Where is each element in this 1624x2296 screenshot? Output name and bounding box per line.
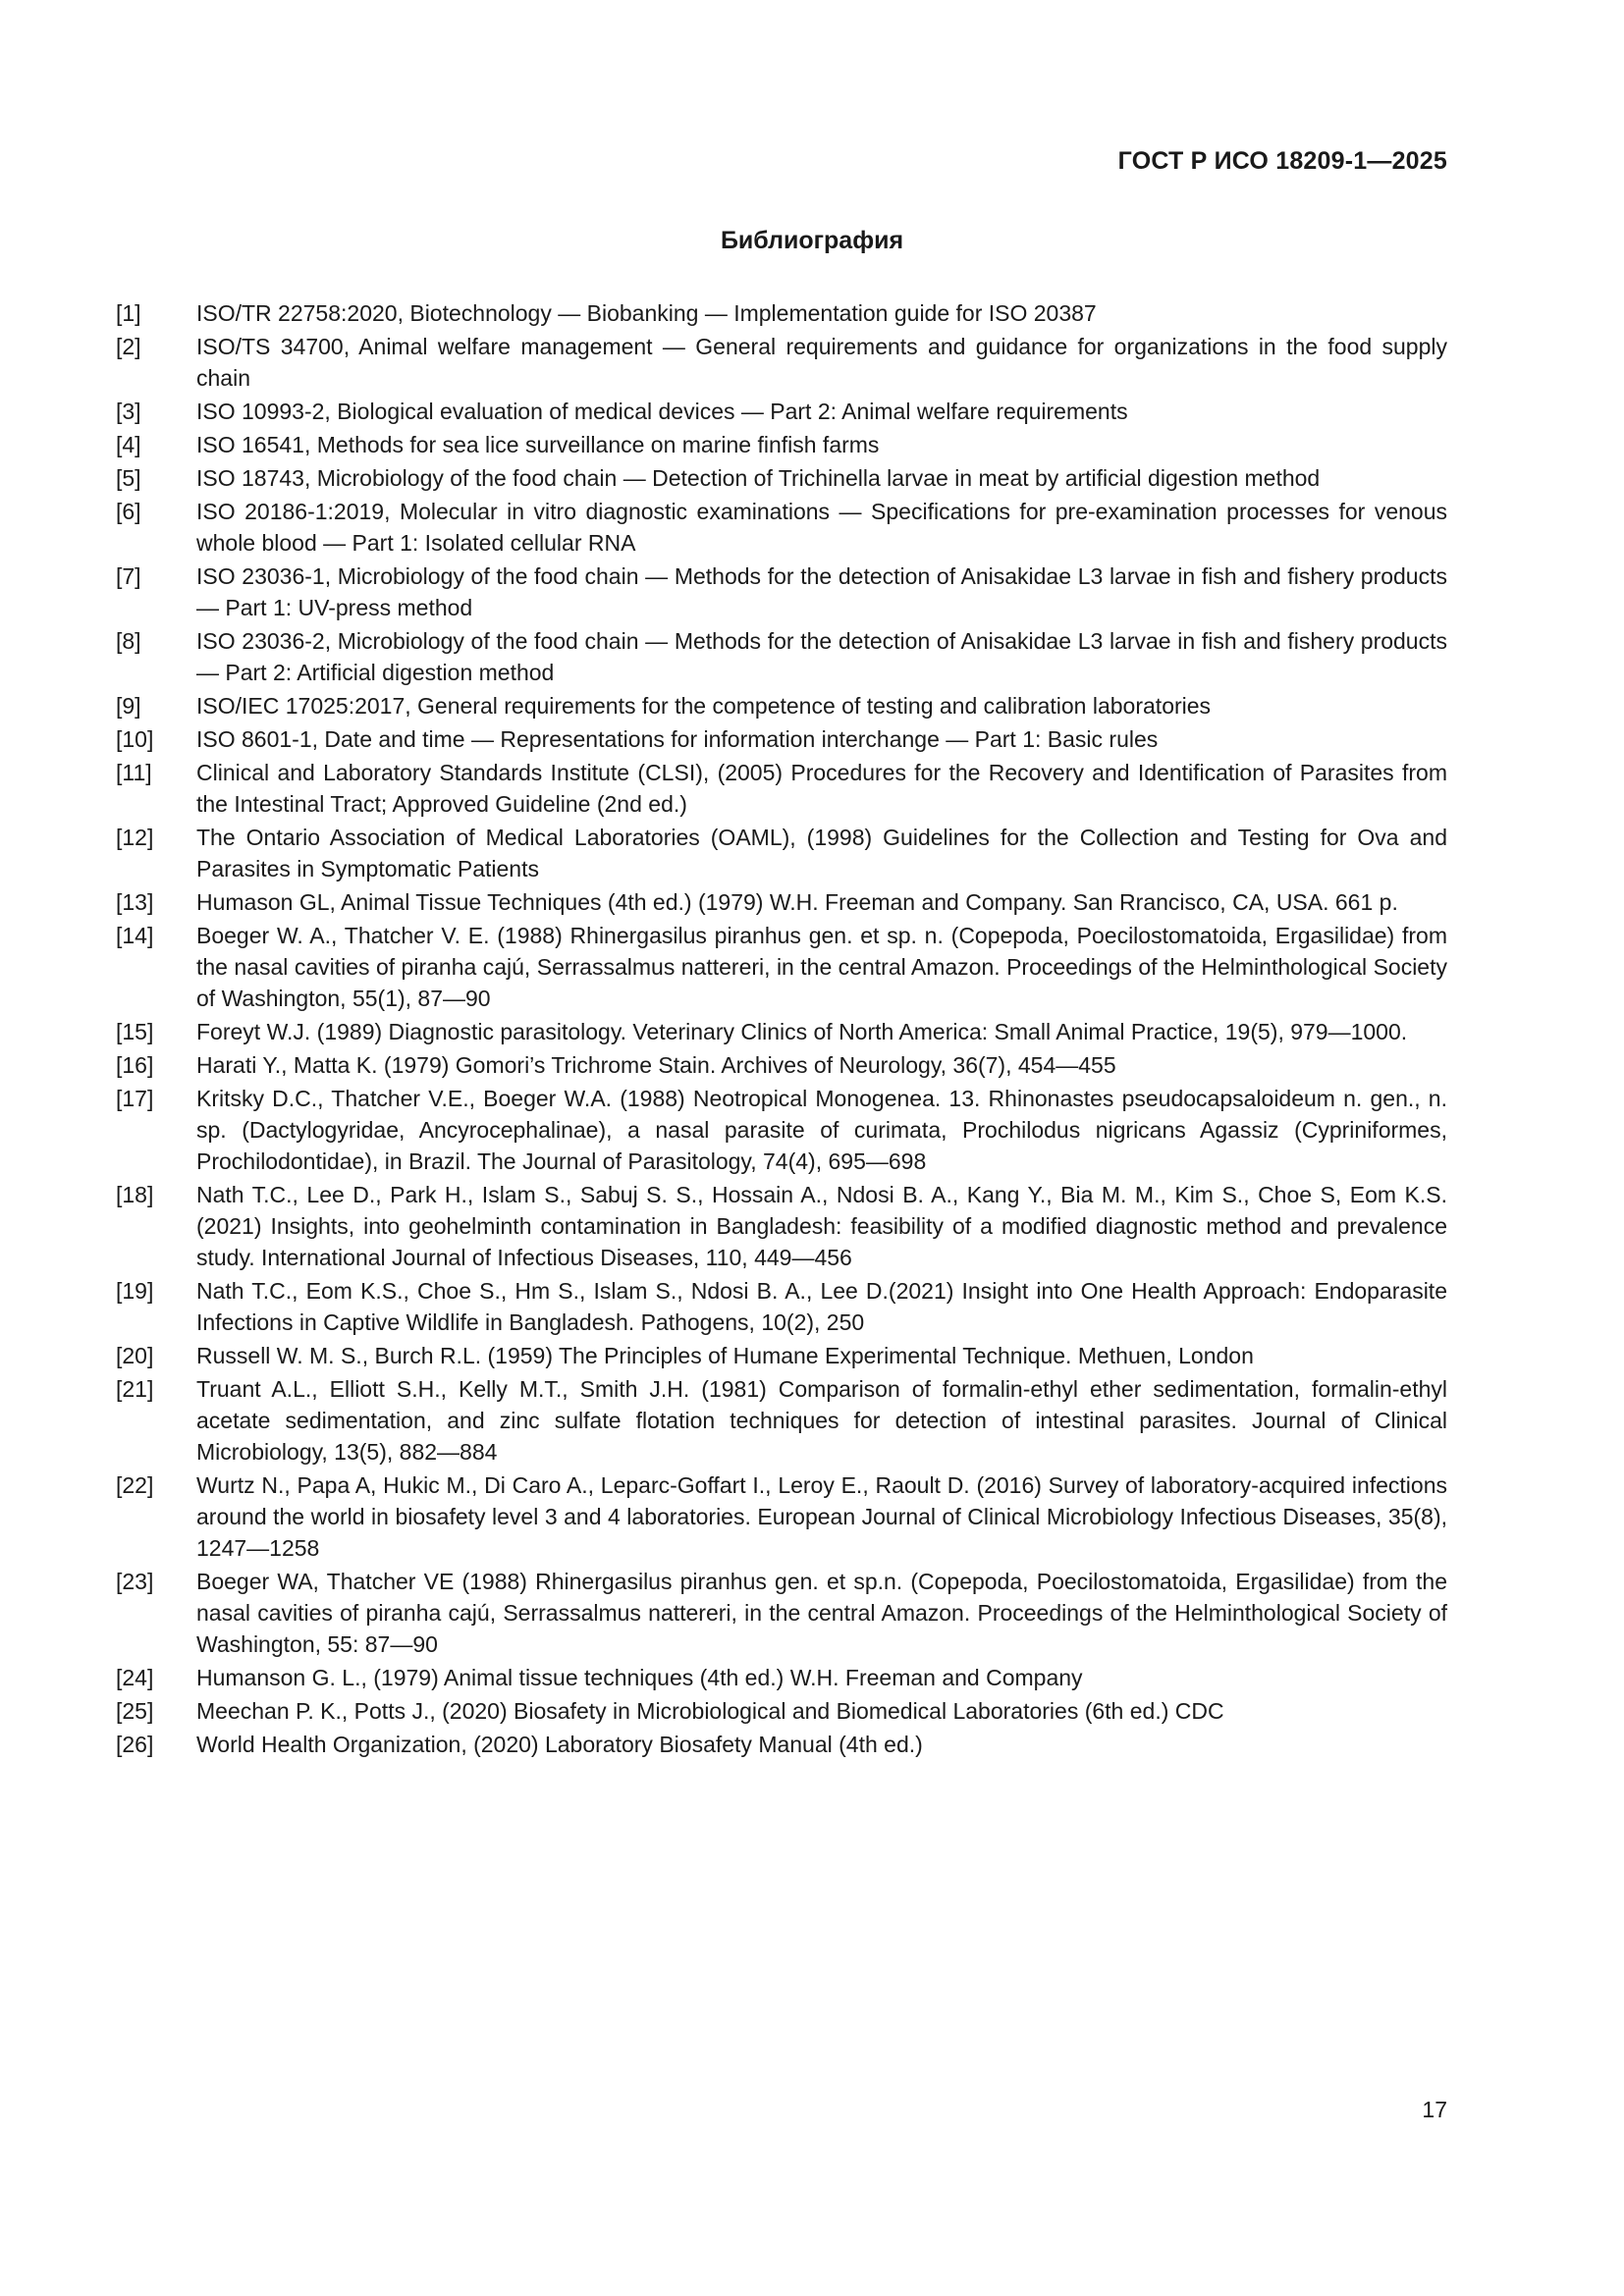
bibliography-item-number: [9] [116, 693, 141, 719]
bibliography-item-text: ISO 20186-1:2019, Molecular in vitro diagnostic examinations — Specifications for pre-examination processes for venous whole blood — Part 1: Isolated cellular RNA [196, 499, 1447, 556]
bibliography-item-number: [16] [116, 1052, 154, 1078]
bibliography-item [116, 1373, 1447, 1468]
bibliography-item-text: World Health Organization, (2020) Laboratory Biosafety Manual (4th ed.) [196, 1732, 923, 1757]
bibliography-item-number: [3] [116, 399, 141, 424]
bibliography-item-text: ISO/TS 34700, Animal welfare management — General requirements and guidance for organizations in the food supply chain [196, 334, 1447, 391]
bibliography-item-number: [6] [116, 499, 141, 524]
bibliography-item-number: [18] [116, 1182, 154, 1207]
bibliography-item [116, 1049, 1447, 1081]
bibliography-item [116, 331, 1447, 394]
bibliography-item-number: [10] [116, 726, 154, 752]
bibliography-item-text: Boeger W. A., Thatcher V. E. (1988) Rhinergasilus piranhus gen. et sp. n. (Copepoda, Poecilostomatoida, Ergasilidae) from the nasal cavities of piranha cajú, Serrassalmus nattereri, in the central Amazon. Proceedings of the Helminthological Society of Washington, 55(1), 87—90 [196, 923, 1447, 1011]
document-code: ГОСТ Р ИСО 18209-1—2025 [1117, 147, 1447, 175]
bibliography-item-number: [1] [116, 300, 141, 326]
bibliography-item [116, 1083, 1447, 1177]
bibliography-item-text: ISO/TR 22758:2020, Biotechnology — Biobanking — Implementation guide for ISO 20387 [196, 300, 1097, 326]
bibliography-item [116, 496, 1447, 559]
bibliography-item [116, 1469, 1447, 1564]
bibliography-item-text: Russell W. M. S., Burch R.L. (1959) The Principles of Humane Experimental Technique. Methuen, London [196, 1343, 1254, 1368]
bibliography-item-number: [5] [116, 465, 141, 491]
bibliography-item [116, 920, 1447, 1014]
bibliography-item-text: ISO 18743, Microbiology of the food chain — Detection of Trichinella larvae in meat by artificial digestion method [196, 465, 1321, 491]
bibliography-item-number: [13] [116, 889, 154, 915]
bibliography-item-number: [24] [116, 1665, 154, 1690]
bibliography-item-number: [19] [116, 1278, 154, 1304]
bibliography-item-text: The Ontario Association of Medical Laboratories (OAML), (1998) Guidelines for the Collection and Testing for Ova and Parasites in Symptomatic Patients [196, 825, 1447, 881]
bibliography-item-number: [23] [116, 1569, 154, 1594]
bibliography-item-number: [26] [116, 1732, 154, 1757]
bibliography-item-text: Nath T.C., Lee D., Park H., Islam S., Sabuj S. S., Hossain A., Ndosi B. A., Kang Y., Bia M. M., Kim S., Choe S, Eom K.S. (2021) Insights, into geohelminth contamination in Bangladesh: feasibility of a modified diagnostic method and prevalence study. International Journal of Infectious Diseases, 110, 449—456 [196, 1182, 1447, 1270]
bibliography-item-number: [8] [116, 628, 141, 654]
bibliography-item-number: [22] [116, 1472, 154, 1498]
bibliography-item-number: [7] [116, 563, 141, 589]
bibliography-item-number: [14] [116, 923, 154, 948]
bibliography-item-text: Humason GL, Animal Tissue Techniques (4th ed.) (1979) W.H. Freeman and Company. San Rrancisco, CA, USA. 661 p. [196, 889, 1398, 915]
bibliography-item-number: [17] [116, 1086, 154, 1111]
bibliography-item-text: Wurtz N., Papa A, Hukic M., Di Caro A., Leparc-Goffart I., Leroy E., Raoult D. (2016) Survey of laboratory-acquired infections around the world in biosafety level 3 and 4 laboratories. European Journal of Clinical Microbiology Infectious Diseases, 35(8), 1247—1258 [196, 1472, 1447, 1561]
bibliography-item [116, 1179, 1447, 1273]
bibliography-item-text: ISO 23036-1, Microbiology of the food chain — Methods for the detection of Anisakidae L3 larvae in fish and fishery products — Part 1: UV-press method [196, 563, 1447, 620]
bibliography-item [116, 297, 1447, 329]
bibliography-item [116, 1275, 1447, 1338]
bibliography-item [116, 1566, 1447, 1660]
bibliography-item [116, 396, 1447, 427]
bibliography-item-text: ISO/IEC 17025:2017, General requirements for the competence of testing and calibration laboratories [196, 693, 1212, 719]
bibliography-item-text: Boeger WA, Thatcher VE (1988) Rhinergasilus piranhus gen. et sp.n. (Copepoda, Poecilostomatoida, Ergasilidae) from the nasal cavities of piranha cajú, Serrassalmus nattereri, in the central Amazon. Proceedings of the Helminthological Society of Washington, 55: 87—90 [196, 1569, 1447, 1657]
bibliography-item [116, 757, 1447, 820]
bibliography-item [116, 1662, 1447, 1693]
bibliography-item-text: Humanson G. L., (1979) Animal tissue techniques (4th ed.) W.H. Freeman and Company [196, 1665, 1083, 1690]
bibliography-item [116, 690, 1447, 721]
bibliography-item [116, 1016, 1447, 1047]
bibliography-item-number: [2] [116, 334, 141, 359]
bibliography-item-text: ISO 8601-1, Date and time — Representations for information interchange — Part 1: Basic rules [196, 726, 1159, 752]
bibliography-item-number: [20] [116, 1343, 154, 1368]
bibliography-item [116, 723, 1447, 755]
bibliography-item-text: Meechan P. K., Potts J., (2020) Biosafety in Microbiological and Biomedical Laboratories (6th ed.) CDC [196, 1698, 1224, 1724]
bibliography-item [116, 1729, 1447, 1760]
bibliography-item-text: ISO 10993-2, Biological evaluation of medical devices — Part 2: Animal welfare requirements [196, 399, 1128, 424]
bibliography-title: Библиография [720, 227, 904, 254]
bibliography-item [116, 1340, 1447, 1371]
bibliography-item-text: Foreyt W.J. (1989) Diagnostic parasitology. Veterinary Clinics of North America: Small Animal Practice, 19(5), 979—1000. [196, 1019, 1408, 1044]
bibliography-item [116, 625, 1447, 688]
bibliography-item-text: Truant A.L., Elliott S.H., Kelly M.T., Smith J.H. (1981) Comparison of formalin-ethyl ether sedimentation, formalin-ethyl acetate sedimentation, and zinc sulfate flotation techniques for detection of intestinal parasites. Journal of Clinical Microbiology, 13(5), 882—884 [196, 1376, 1447, 1465]
bibliography-item [116, 886, 1447, 918]
bibliography-item-number: [11] [116, 760, 152, 785]
bibliography-item-text: Clinical and Laboratory Standards Institute (CLSI), (2005) Procedures for the Recovery and Identification of Parasites from the Intestinal Tract; Approved Guideline (2nd ed.) [196, 760, 1447, 817]
bibliography-item [116, 1695, 1447, 1727]
bibliography-item-text: Nath T.C., Eom K.S., Choe S., Hm S., Islam S., Ndosi B. A., Lee D.(2021) Insight into One Health Approach: Endoparasite Infections in Captive Wildlife in Bangladesh. Pathogens, 10(2), 250 [196, 1278, 1447, 1335]
page-number: 17 [1422, 2097, 1447, 2122]
bibliography-item-text: ISO 23036-2, Microbiology of the food chain — Methods for the detection of Anisakidae L3 larvae in fish and fishery products — Part 2: Artificial digestion method [196, 628, 1447, 685]
bibliography-item-text: Harati Y., Matta K. (1979) Gomori’s Trichrome Stain. Archives of Neurology, 36(7), 454—455 [196, 1052, 1116, 1078]
bibliography-item-number: [15] [116, 1019, 154, 1044]
bibliography-item-number: [4] [116, 432, 141, 457]
bibliography-item [116, 822, 1447, 884]
bibliography-item-text: ISO 16541, Methods for sea lice surveillance on marine finfish farms [196, 432, 880, 457]
bibliography-item-number: [25] [116, 1698, 154, 1724]
bibliography-item [116, 561, 1447, 623]
bibliography-list [116, 297, 1447, 1762]
bibliography-item-number: [12] [116, 825, 154, 850]
bibliography-item [116, 462, 1447, 494]
bibliography-item-number: [21] [116, 1376, 154, 1402]
bibliography-item [116, 429, 1447, 460]
bibliography-item-text: Kritsky D.C., Thatcher V.E., Boeger W.A. (1988) Neotropical Monogenea. 13. Rhinonastes pseudocapsaloideum n. gen., n. sp. (Dactylogyridae, Ancyrocephalinae), a nasal parasite of curimata, Prochilodus nigricans Agassiz (Cypriniformes, Prochilodontidae), in Brazil. The Journal of Parasitology, 74(4), 695—698 [196, 1086, 1447, 1174]
